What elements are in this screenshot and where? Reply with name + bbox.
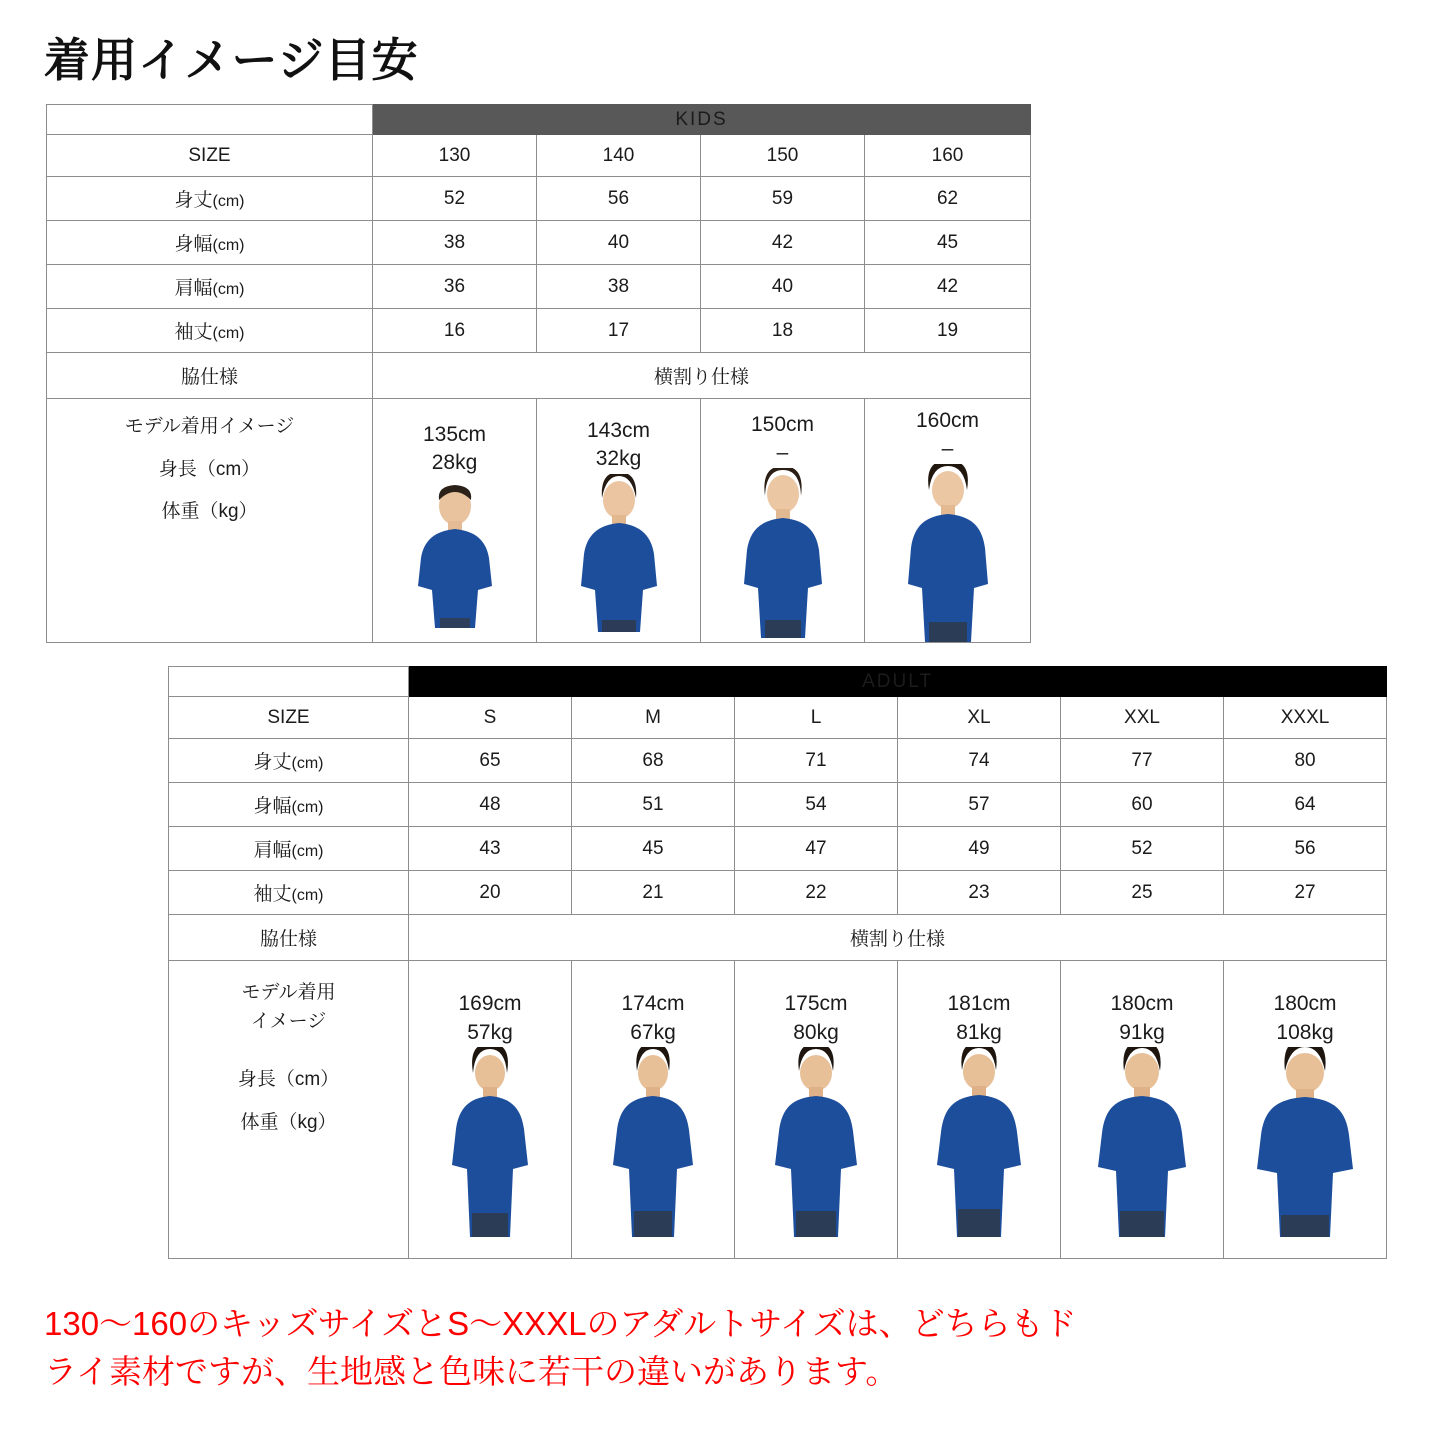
adult-model-cell-xl bbox=[898, 961, 1061, 1259]
adult-body-width-0: 48 bbox=[409, 783, 572, 827]
adult-model-weight-l: 80kg bbox=[793, 1020, 839, 1044]
adult-model-height-xl: 181cm bbox=[947, 992, 1011, 1016]
kids-body-length-2: 59 bbox=[701, 177, 865, 221]
adult-model-photo-xl bbox=[898, 1047, 1060, 1237]
table-row bbox=[47, 135, 1031, 177]
table-row bbox=[169, 961, 1387, 1259]
label-text: 身幅 bbox=[174, 234, 213, 255]
adult-sleeve-length-5: 27 bbox=[1224, 871, 1387, 915]
kids-body-length-0: 52 bbox=[373, 177, 537, 221]
adult-shoulder-width-1: 45 bbox=[572, 827, 735, 871]
adult-model-weight-xxl: 91kg bbox=[1119, 1020, 1165, 1044]
adult-body-length-0: 65 bbox=[409, 739, 572, 783]
adult-model-label-cell bbox=[169, 961, 409, 1259]
adult-corner-cell bbox=[169, 667, 409, 697]
adult-model-weight-m: 67kg bbox=[630, 1020, 676, 1044]
adult-body-width-3: 57 bbox=[898, 783, 1061, 827]
kids-model-photo-140 bbox=[537, 474, 700, 632]
adult-model-weight-xl: 81kg bbox=[956, 1020, 1002, 1044]
kids-model-meta-140 bbox=[537, 409, 700, 474]
label-unit: (cm) bbox=[212, 281, 245, 298]
adult-sleeve-length-3: 23 bbox=[898, 871, 1061, 915]
footnote-line-2: ライ素材ですが、生地感と色味に若干の違いがあります。 bbox=[44, 1352, 899, 1390]
adult-body-length-5: 80 bbox=[1224, 739, 1387, 783]
adult-model-cell-l bbox=[735, 961, 898, 1259]
adult-shoulder-width-3: 49 bbox=[898, 827, 1061, 871]
table-row bbox=[47, 399, 1031, 643]
kids-model-meta-160 bbox=[865, 399, 1030, 464]
kids-model-weight-130: 28kg bbox=[431, 451, 478, 475]
adult-banner: ADULT bbox=[409, 667, 1387, 697]
adult-model-photo-l bbox=[735, 1047, 897, 1237]
label-text: 身幅 bbox=[253, 796, 292, 817]
adult-size-0: S bbox=[409, 697, 572, 739]
kids-sleeve-length-2: 18 bbox=[701, 309, 865, 353]
adult-model-photo-xxl bbox=[1061, 1047, 1223, 1237]
adult-model-photo-xxxl bbox=[1224, 1047, 1386, 1237]
label-text: 身丈 bbox=[174, 190, 213, 211]
label-unit: (cm) bbox=[291, 799, 324, 816]
kids-body-width-1: 40 bbox=[537, 221, 701, 265]
adult-model-height-l: 175cm bbox=[784, 992, 848, 1016]
kids-model-meta-150 bbox=[701, 403, 864, 468]
table-row bbox=[47, 221, 1031, 265]
kids-model-label-1: モデル着用イメージ bbox=[124, 416, 295, 437]
table-row bbox=[47, 105, 1031, 135]
label-text: 肩幅 bbox=[253, 840, 292, 861]
adult-shoulder-width-5: 56 bbox=[1224, 827, 1387, 871]
table-row bbox=[169, 827, 1387, 871]
kids-model-photo-150 bbox=[701, 468, 864, 638]
adult-side-spec-value: 横割り仕様 bbox=[409, 915, 1387, 961]
table-row bbox=[47, 309, 1031, 353]
footnote bbox=[44, 1300, 1414, 1396]
adult-sleeve-length-4: 25 bbox=[1061, 871, 1224, 915]
kids-model-meta-130 bbox=[373, 413, 536, 478]
adult-body-length-4: 77 bbox=[1061, 739, 1224, 783]
adult-model-label-2: イメージ bbox=[250, 1010, 327, 1032]
kids-size-2: 150 bbox=[701, 135, 865, 177]
kids-body-length-3: 62 bbox=[865, 177, 1031, 221]
kids-shoulder-width-label bbox=[47, 265, 373, 309]
kids-model-weight-150: – bbox=[776, 441, 789, 465]
adult-body-width-label bbox=[169, 783, 409, 827]
label-unit: (cm) bbox=[291, 755, 324, 772]
kids-model-label-2: 身長（cm） bbox=[158, 458, 261, 480]
adult-body-width-4: 60 bbox=[1061, 783, 1224, 827]
adult-model-cell-m bbox=[572, 961, 735, 1259]
adult-model-meta-l bbox=[735, 982, 897, 1047]
kids-model-height-140: 143cm bbox=[586, 419, 651, 442]
adult-body-width-5: 64 bbox=[1224, 783, 1387, 827]
adult-size-3: XL bbox=[898, 697, 1061, 739]
adult-model-meta-xxl bbox=[1061, 982, 1223, 1047]
kids-sleeve-length-3: 19 bbox=[865, 309, 1031, 353]
adult-model-meta-s bbox=[409, 982, 571, 1047]
label-text: 肩幅 bbox=[174, 278, 213, 299]
label-unit: (cm) bbox=[291, 887, 324, 904]
kids-size-3: 160 bbox=[865, 135, 1031, 177]
kids-body-width-0: 38 bbox=[373, 221, 537, 265]
kids-model-height-150: 150cm bbox=[750, 413, 815, 436]
label-unit: (cm) bbox=[291, 843, 324, 860]
kids-model-weight-140: 32kg bbox=[595, 447, 642, 471]
table-row bbox=[169, 783, 1387, 827]
table-row bbox=[169, 697, 1387, 739]
kids-size-0: 130 bbox=[373, 135, 537, 177]
adult-body-length-3: 74 bbox=[898, 739, 1061, 783]
kids-model-cell-150 bbox=[701, 399, 865, 643]
adult-size-1: M bbox=[572, 697, 735, 739]
adult-model-label-3: 身長（cm） bbox=[237, 1069, 340, 1090]
kids-banner: KIDS bbox=[373, 105, 1031, 135]
kids-body-length-label bbox=[47, 177, 373, 221]
adult-model-height-xxl: 180cm bbox=[1110, 992, 1174, 1016]
kids-side-spec-value: 横割り仕様 bbox=[373, 353, 1031, 399]
kids-model-cell-160 bbox=[865, 399, 1031, 643]
adult-size-5: XXXL bbox=[1224, 697, 1387, 739]
kids-model-photo-160 bbox=[865, 464, 1030, 642]
kids-sleeve-length-0: 16 bbox=[373, 309, 537, 353]
kids-model-label-cell bbox=[47, 399, 373, 643]
adult-model-photo-m bbox=[572, 1047, 734, 1237]
table-row bbox=[47, 177, 1031, 221]
kids-body-width-label bbox=[47, 221, 373, 265]
adult-shoulder-width-0: 43 bbox=[409, 827, 572, 871]
page-title: 着用イメージ目安 bbox=[44, 34, 419, 86]
kids-model-cell-130 bbox=[373, 399, 537, 643]
kids-body-length-1: 56 bbox=[537, 177, 701, 221]
adult-body-width-1: 51 bbox=[572, 783, 735, 827]
adult-body-length-1: 68 bbox=[572, 739, 735, 783]
kids-model-label-3: 体重（kg） bbox=[161, 501, 258, 522]
kids-model-height-160: 160cm bbox=[916, 409, 980, 432]
kids-shoulder-width-3: 42 bbox=[865, 265, 1031, 309]
table-row bbox=[169, 871, 1387, 915]
adult-shoulder-width-4: 52 bbox=[1061, 827, 1224, 871]
adult-model-weight-s: 57kg bbox=[467, 1020, 513, 1044]
adult-size-label: SIZE bbox=[169, 697, 409, 739]
adult-body-length-label bbox=[169, 739, 409, 783]
kids-model-cell-140 bbox=[537, 399, 701, 643]
adult-model-height-m: 174cm bbox=[621, 992, 685, 1016]
adult-model-meta-xxxl bbox=[1224, 982, 1386, 1047]
adult-model-photo-s bbox=[409, 1047, 571, 1237]
label-text: 身丈 bbox=[253, 752, 292, 773]
adult-sleeve-length-1: 21 bbox=[572, 871, 735, 915]
adult-body-length-2: 71 bbox=[735, 739, 898, 783]
adult-body-width-2: 54 bbox=[735, 783, 898, 827]
table-row bbox=[169, 915, 1387, 961]
adult-model-label-1: モデル着用 bbox=[241, 982, 336, 1003]
kids-model-photo-130 bbox=[373, 478, 536, 628]
kids-body-width-3: 45 bbox=[865, 221, 1031, 265]
kids-sleeve-length-1: 17 bbox=[537, 309, 701, 353]
footnote-line-1: 130〜160のキッズサイズとS〜XXXLのアダルトサイズは、どちらもド bbox=[44, 1305, 1077, 1342]
label-text: 袖丈 bbox=[174, 322, 213, 343]
table-row bbox=[169, 739, 1387, 783]
kids-shoulder-width-0: 36 bbox=[373, 265, 537, 309]
table-row bbox=[47, 353, 1031, 399]
adult-model-meta-m bbox=[572, 982, 734, 1047]
kids-table-container bbox=[46, 104, 1030, 643]
adult-model-cell-s bbox=[409, 961, 572, 1259]
adult-size-table bbox=[168, 666, 1387, 1259]
adult-model-weight-xxxl: 108kg bbox=[1276, 1020, 1334, 1044]
kids-size-label: SIZE bbox=[47, 135, 373, 177]
kids-side-spec-label: 脇仕様 bbox=[47, 353, 373, 399]
kids-sleeve-length-label bbox=[47, 309, 373, 353]
adult-size-4: XXL bbox=[1061, 697, 1224, 739]
adult-size-2: L bbox=[735, 697, 898, 739]
adult-model-label-4: 体重（kg） bbox=[240, 1111, 337, 1133]
kids-model-weight-160: – bbox=[941, 437, 954, 461]
adult-shoulder-width-label bbox=[169, 827, 409, 871]
adult-side-spec-label: 脇仕様 bbox=[169, 915, 409, 961]
label-unit: (cm) bbox=[212, 237, 245, 254]
adult-model-height-s: 169cm bbox=[458, 992, 522, 1016]
table-row bbox=[47, 265, 1031, 309]
adult-model-meta-xl bbox=[898, 982, 1060, 1047]
kids-size-1: 140 bbox=[537, 135, 701, 177]
adult-table-container bbox=[168, 666, 1386, 1259]
label-text: 袖丈 bbox=[253, 884, 292, 905]
adult-model-cell-xxl bbox=[1061, 961, 1224, 1259]
label-unit: (cm) bbox=[212, 193, 245, 210]
kids-model-height-130: 135cm bbox=[422, 423, 487, 446]
kids-corner-cell bbox=[47, 105, 373, 135]
kids-shoulder-width-2: 40 bbox=[701, 265, 865, 309]
kids-size-table bbox=[46, 104, 1031, 643]
kids-shoulder-width-1: 38 bbox=[537, 265, 701, 309]
label-unit: (cm) bbox=[212, 325, 245, 342]
adult-sleeve-length-0: 20 bbox=[409, 871, 572, 915]
adult-sleeve-length-2: 22 bbox=[735, 871, 898, 915]
adult-sleeve-length-label bbox=[169, 871, 409, 915]
adult-model-height-xxxl: 180cm bbox=[1273, 992, 1337, 1016]
adult-shoulder-width-2: 47 bbox=[735, 827, 898, 871]
adult-model-cell-xxxl bbox=[1224, 961, 1387, 1259]
kids-body-width-2: 42 bbox=[701, 221, 865, 265]
table-row bbox=[169, 667, 1387, 697]
